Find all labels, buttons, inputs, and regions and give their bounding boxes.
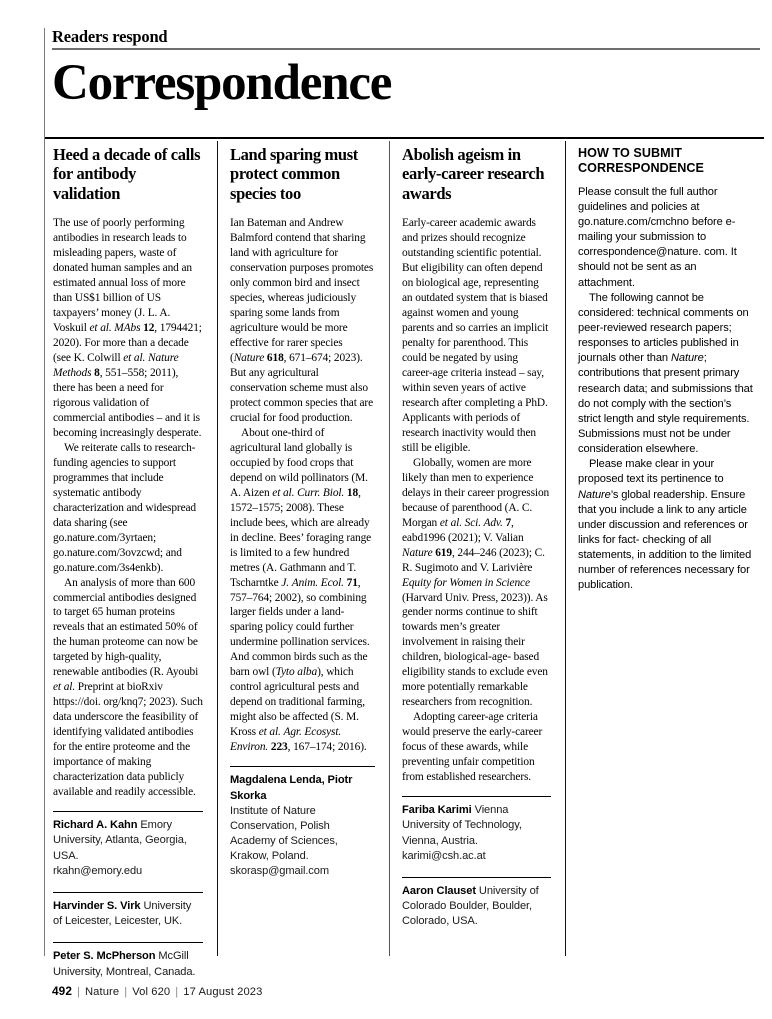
signature-block	[402, 796, 551, 864]
author-affiliation: Emory University, Atlanta, Georgia, USA.	[53, 819, 187, 862]
signature	[53, 899, 203, 929]
author-name: Peter S. McPherson	[53, 950, 156, 963]
signature-divider	[402, 796, 551, 797]
signature	[53, 949, 203, 979]
column-antibody-validation	[45, 141, 217, 978]
page-title: Correspondence	[52, 55, 392, 112]
signature-block	[53, 892, 203, 929]
paragraph: We reiterate calls to research-funding agencies to support programmes that include systematic antibody characterization and widespread data sharing (see go.nature.com/3yrtaen; go.nature.com/3ovzcwd; and go.nature.com/3s4enkb).	[53, 441, 197, 574]
footer-separator: |	[76, 986, 80, 998]
paragraph: The following cannot be considered: technical comments on peer-reviewed research papers; responses to articles published in journals other than Nature; contributions that present primary research data; and submissions that do not comply with the section’s strict length and style requirements. Submissions must not be under consideration elsewhere.	[578, 291, 753, 456]
headline-ageism-awards: Abolish ageism in early-career research awards	[402, 145, 545, 203]
paragraph: Please make clear in your proposed text its pertinence to Nature’s global readership. Ensure that you include a link to any article under discussion and references or links for fact- checking of all statements, in addition to the limited number of references necessary for publication.	[578, 458, 752, 592]
kicker-divider	[52, 48, 760, 50]
column-divider	[389, 141, 390, 956]
signature	[53, 818, 203, 879]
column-divider	[217, 141, 218, 956]
signature	[402, 803, 551, 864]
author-email[interactable]: rkahn@emory.edu	[53, 864, 143, 877]
article-columns	[45, 141, 764, 978]
column-land-sparing	[217, 141, 389, 956]
paragraph: About one-third of agricultural land globally is occupied by food crops that depend on wild pollinators (M. A. Aizen et al. Curr. Biol. 18, 1572–1575; 2008). These include bees, which are already in decline. Bees’ foraging range is limited to a few hundred metres (A. Gathmann and T. Tscharntke J. Anim. Ecol. 71, 757–764; 2002), so combining larger fields under a land-sparing policy could further undermine pollination services. And common birds such as the barn owl (Tyto alba), which control agricultural pests and depend on traditional farming, might also be affected (S. M. Kross et al. Agr. Ecosyst. Environ. 223, 167–174; 2016).	[230, 426, 372, 754]
paragraph: Please consult the full author guidelines and policies at go.nature.com/cmchno before e-mailing your submission to correspondence@nature. com. It should not be sent as an attachment.	[578, 185, 737, 289]
headline-how-to-submit: HOW TO SUBMIT CORRESPONDENCE	[578, 146, 704, 176]
footer-separator: |	[175, 986, 179, 998]
author-name: Richard A. Kahn	[53, 819, 138, 832]
signature-divider	[402, 877, 551, 878]
kicker-readers-respond: Readers respond	[52, 27, 168, 46]
paragraph: The use of poorly performing antibodies in research leads to misleading papers, waste of donated human samples and an estimated annual loss of more than US$1 billion of US taxpayers’ money (J. L. A. Voskuil et al. MAbs 12, 1794421; 2020). For more than a decade (see K. Colwill et al. Nature Methods 8, 551–558; 2011), there has been a need for rigorous validation of commercial antibodies – and it is becoming increasingly desperate.	[53, 216, 202, 439]
signature-divider	[53, 811, 203, 812]
footer-page-number: 492	[52, 984, 72, 998]
signature	[402, 884, 551, 930]
paragraph: Adopting career-age criteria would preserve the early-career focus of these awards, while preventing unfair competition from established researchers.	[402, 711, 543, 784]
signature-block	[53, 811, 203, 879]
footer-journal: Nature	[85, 986, 120, 998]
column-how-to-submit	[565, 141, 764, 956]
signature-block	[53, 942, 203, 979]
author-affiliation: Institute of Nature Conservation, Polish Academy of Sciences, Krakow, Poland.	[230, 804, 338, 863]
masthead	[52, 27, 764, 112]
paragraph: Ian Bateman and Andrew Balmford contend that sharing land with agriculture for conservation purposes promotes only common bird and insect species, whereas judiciously sparing some lands from agriculture would be more effective for rarer species (Nature 618, 671–674; 2023). But any agricultural conservation scheme must also protect common species that are crucial for food production.	[230, 216, 374, 424]
signature	[230, 773, 375, 879]
footer-date: 17 August 2023	[183, 986, 263, 998]
author-affiliation: University of Leicester, Leicester, UK.	[53, 900, 192, 928]
column-divider	[565, 141, 566, 956]
section-top-rule	[45, 137, 764, 139]
signature-block	[230, 766, 375, 879]
signature-divider	[53, 942, 203, 943]
author-affiliation: McGill University, Montreal, Canada.	[53, 950, 196, 978]
footer-volume: Vol 620	[132, 986, 171, 998]
paragraph: Globally, women are more likely than men to experience delays in their career progression because of parenthood (A. C. Morgan et al. Sci. Adv. 7, eabd1996 (2021); V. Valian Nature 619, 244–246 (2023); C. R. Sugimoto and V. Larivière Equity for Women in Science (Harvard Univ. Press, 2023)). As gender norms continue to shift towards men’s greater involvement in raising their children, biological-age- based eligibility stands to exclude even more potentially remarkable researchers from recognition.	[402, 456, 550, 709]
signature-divider	[230, 766, 375, 767]
author-name: Fariba Karimi	[402, 804, 472, 817]
author-email[interactable]: karimi@csh.ac.at	[402, 849, 486, 862]
column-ageism-awards	[389, 141, 565, 956]
author-email[interactable]: skorasp@gmail.com	[230, 865, 329, 878]
author-name: Harvinder S. Virk	[53, 900, 141, 913]
footer-separator: |	[124, 986, 128, 998]
paragraph: An analysis of more than 600 commercial antibodies designed to target 65 human proteins reveals that an estimated 50% of the human proteome can now be targeted by high-quality, renewable antibodies (R. Ayoubi et al. Preprint at bioRxiv https://doi. org/knq7; 2023). Such data underscore the feasibility of identifying validated antibodies for the entire proteome and the importance of making characterization data publicly available and readily accessible.	[53, 576, 203, 799]
headline-land-sparing: Land sparing must protect common species too	[230, 145, 358, 203]
page-footer	[52, 984, 262, 998]
headline-antibody-validation: Heed a decade of calls for antibody validation	[53, 145, 201, 203]
author-name: Magdalena Lenda, Piotr Skorka	[230, 774, 353, 802]
author-name: Aaron Clauset	[402, 885, 476, 898]
paragraph: Early-career academic awards and prizes should recognize outstanding scientific potential. But eligibility can often depend on biological age, representing an outdated system that is biased against women and young parents and so carries an implicit penalty for parenthood. This could be negated by using career-age criteria instead – say, within seven years of active research after completing a PhD. Applicants with periods of research inactivity would then still be eligible.	[402, 216, 549, 454]
signature-block	[402, 877, 551, 930]
signature-divider	[53, 892, 203, 893]
author-affiliation: Vienna University of Technology, Vienna, Austria.	[402, 804, 522, 847]
author-affiliation: University of Colorado Boulder, Boulder, Colorado, USA.	[402, 885, 539, 928]
